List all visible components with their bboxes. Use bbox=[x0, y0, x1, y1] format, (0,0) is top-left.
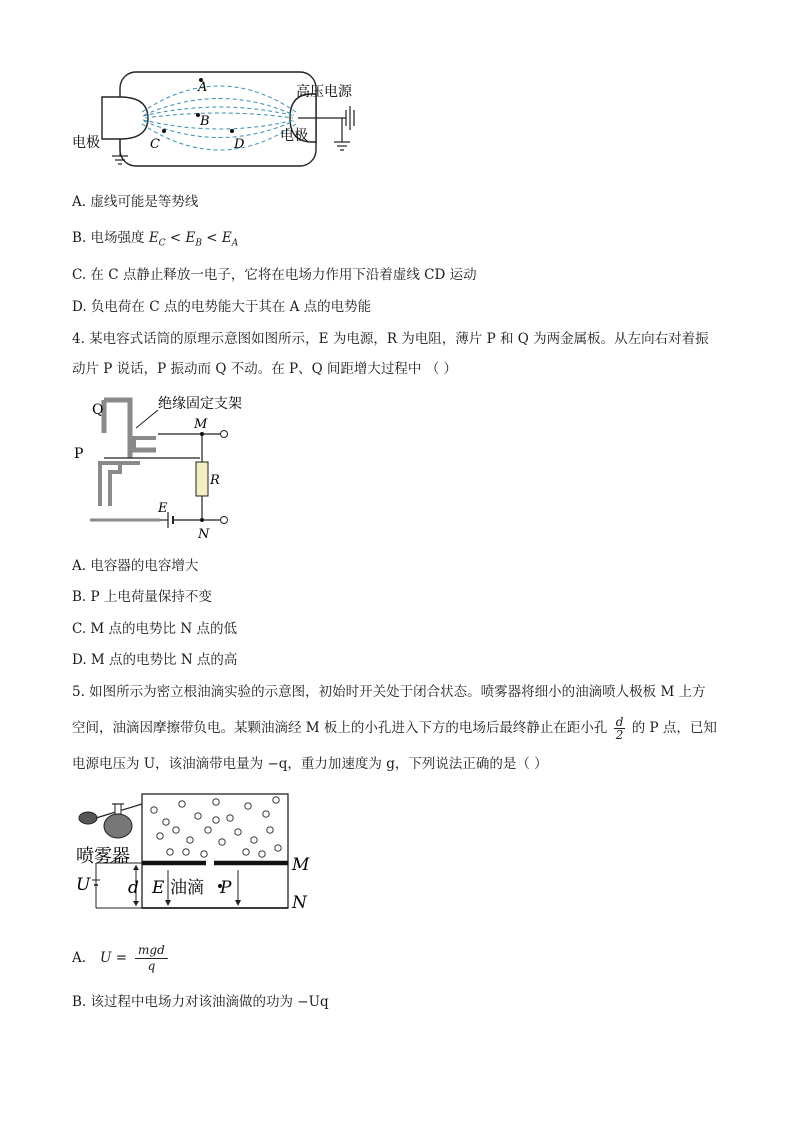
millikan-figure bbox=[70, 790, 320, 915]
q5-option-a bbox=[72, 938, 168, 978]
power-supply-label: 高压电源 bbox=[296, 84, 352, 100]
q3-option-d: D. 负电荷在 C 点的电势能大于其在 A 点的电势能 bbox=[72, 299, 372, 315]
q3-option-b-text: B. 电场强度 bbox=[72, 230, 145, 246]
q5-option-a-prefix: A. bbox=[72, 950, 87, 966]
plate-n-label: N bbox=[292, 893, 307, 913]
q4-option-d: D. M 点的电势比 N 点的高 bbox=[72, 652, 238, 668]
q3-option-b-math: $E_C < E_B < E_A$ bbox=[148, 230, 239, 249]
point-p-label: P bbox=[220, 878, 232, 898]
point-b-label: B bbox=[200, 114, 210, 129]
fraction-numerator: d bbox=[615, 715, 624, 729]
q3-option-c: C. 在 C 点静止释放一电子，它将在电场力作用下沿着虚线 CD 运动 bbox=[72, 267, 477, 283]
left-electrode-label: 电极 bbox=[72, 135, 100, 151]
q4-stem-line1: 4. 某电容式话筒的原理示意图如图所示，E 为电源，R 为电阻，薄片 P 和 Q 为两金属板。从左向右对着振 bbox=[72, 331, 709, 347]
q3-option-b bbox=[72, 228, 238, 254]
support-label: 绝缘固定支架 bbox=[158, 396, 242, 412]
q4-option-a: A. 电容器的电容增大 bbox=[72, 558, 199, 574]
distance-d-label: d bbox=[128, 878, 139, 898]
source-e-label: E bbox=[158, 501, 168, 516]
field-e-label: E bbox=[152, 878, 165, 898]
q5-fraction bbox=[614, 716, 626, 741]
point-a-label: A bbox=[198, 80, 208, 95]
q5-option-a-lhs: U = bbox=[100, 950, 128, 966]
point-d-label: D bbox=[234, 137, 245, 152]
field-lines-figure bbox=[60, 60, 380, 185]
right-electrode-label: 电极 bbox=[280, 128, 308, 144]
q5-option-b: B. 该过程中电场力对该油滴做的功为 −Uq bbox=[72, 994, 329, 1010]
q4-stem-line2: 动片 P 说话，P 振动而 Q 不动。在 P、Q 间距增大过程中 （ ） bbox=[72, 361, 458, 377]
fraction-denominator: 2 bbox=[615, 728, 624, 742]
microphone-figure bbox=[70, 388, 250, 543]
q3-option-a: A. 虚线可能是等势线 bbox=[72, 194, 199, 210]
plate-p-label: P bbox=[74, 446, 84, 462]
q5-stem-line2 bbox=[72, 716, 717, 741]
point-m-label: M bbox=[194, 417, 208, 432]
q5-stem-line3: 电源电压为 U，该油滴带电量为 −q，重力加速度为 g，下列说法正确的是（ ） bbox=[72, 756, 548, 772]
q5-option-a-denominator: q bbox=[147, 958, 156, 973]
q4-option-c: C. M 点的电势比 N 点的低 bbox=[72, 621, 237, 637]
q5-option-a-fraction bbox=[135, 943, 168, 974]
oil-drop-label: 油滴 bbox=[170, 878, 204, 898]
voltage-u-label: U bbox=[76, 875, 91, 895]
plate-m-label: M bbox=[292, 855, 310, 875]
point-n-label: N bbox=[198, 527, 210, 542]
sprayer-label: 喷雾器 bbox=[76, 846, 130, 867]
q4-option-b: B. P 上电荷量保持不变 bbox=[72, 589, 212, 605]
q5-stem-line2b: 的 P 点，已知 bbox=[631, 720, 717, 736]
q5-stem-line2a: 空间，油滴因摩擦带负电。某颗油滴经 M 板上的小孔进入下方的电场后最终静止在距小孔 bbox=[72, 720, 608, 736]
point-c-label: C bbox=[150, 137, 160, 152]
q5-stem-line1: 5. 如图所示为密立根油滴实验的示意图，初始时开关处于闭合状态。喷雾器将细小的油滴喷人极板 M 上方 bbox=[72, 684, 706, 700]
plate-q-label: Q bbox=[92, 402, 104, 418]
q5-option-a-numerator: mgd bbox=[135, 943, 168, 959]
resistor-r-label: R bbox=[210, 473, 220, 488]
